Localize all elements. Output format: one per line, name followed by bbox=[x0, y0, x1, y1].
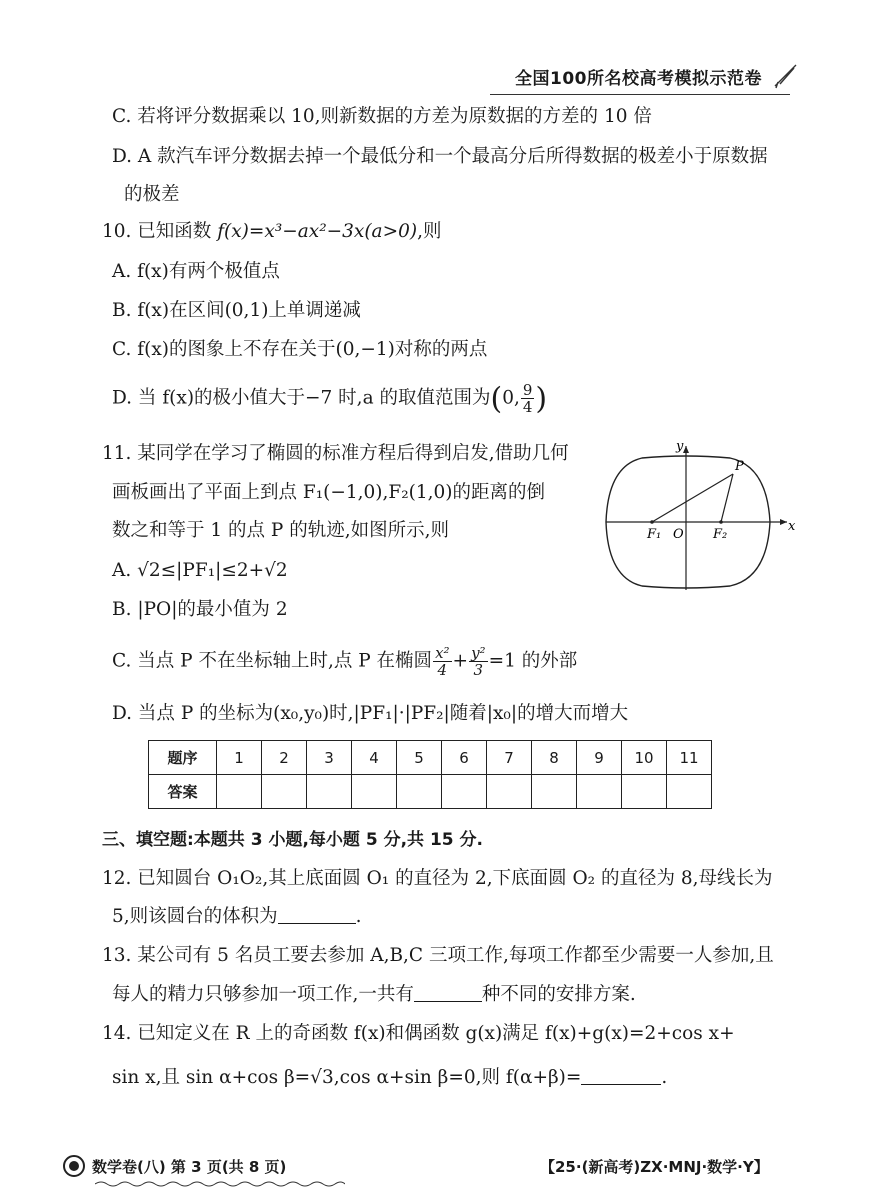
question-number-cell: 6 bbox=[442, 741, 487, 775]
footer-page-info: 数学卷(八) 第 3 页(共 8 页) bbox=[92, 1158, 287, 1176]
q13-line2 bbox=[112, 981, 636, 1009]
q11-ellipse-frac-x: $\frac{\text{x²}}{4}$ bbox=[435, 644, 450, 679]
q11-stem-line1: 11. 某同学在学习了椭圆的标准方程后得到启发,借助几何 bbox=[102, 443, 569, 464]
q10-stem-expression: f(x)=x³−ax²−3x(a>0) bbox=[217, 221, 418, 242]
answer-table bbox=[148, 740, 712, 809]
q11-option-c-prefix: C. 当点 P 不在坐标轴上时,点 P 在椭圆 bbox=[112, 650, 433, 672]
question-number-cell: 10 bbox=[622, 741, 667, 775]
q14-line2 bbox=[112, 1064, 667, 1092]
answer-cell[interactable] bbox=[217, 775, 262, 809]
q10-fraction: $\frac{9}{4}$ bbox=[522, 381, 533, 416]
answer-table-row-numbers bbox=[149, 741, 712, 775]
label-p: P bbox=[735, 459, 744, 474]
q12-line2 bbox=[112, 903, 362, 931]
q10-option-d-text: D. 当 f(x)的极小值大于−7 时,a 的取值范围为 bbox=[112, 387, 491, 409]
q10-stem-suffix: ,则 bbox=[417, 221, 442, 242]
label-y: y bbox=[676, 439, 684, 454]
q11-ellipse-frac-y: $\frac{\text{y²}}{3}$ bbox=[471, 644, 486, 679]
q14-line2-prefix: sin x,且 sin α+cos β=√3,cos α+sin β=0,则 f(α+β)= bbox=[112, 1067, 582, 1088]
q13-line2-suffix: 种不同的安排方案. bbox=[481, 984, 636, 1005]
q14-answer-blank[interactable] bbox=[581, 1064, 661, 1085]
q11-option-c-suffix: =1 的外部 bbox=[488, 650, 578, 672]
section-3-title: 三、填空题:本题共 3 小题,每小题 5 分,共 15 分. bbox=[102, 830, 483, 850]
q11-option-c: C. 当点 P 不在坐标轴上时,点 P 在椭圆 $\frac{\text{x²}}{4}$ + $\frac{\text{y²}}{3}$ =1 的外部 bbox=[112, 644, 578, 679]
q11-option-a: A. √2≤|PF₁|≤2+√2 bbox=[112, 560, 288, 581]
question-number-cell: 2 bbox=[262, 741, 307, 775]
segment-pf2 bbox=[721, 474, 733, 522]
q9-option-d-line1: D. A 款汽车评分数据去掉一个最低分和一个最高分后所得数据的极差小于原数据 bbox=[112, 146, 768, 167]
question-number-cell: 3 bbox=[307, 741, 352, 775]
q12-line2-suffix: . bbox=[355, 906, 362, 927]
school-emblem-icon bbox=[62, 1154, 86, 1178]
q12-line1: 12. 已知圆台 O₁O₂,其上底面圆 O₁ 的直径为 2,下底面圆 O₂ 的直径为 8,母线长为 bbox=[102, 868, 773, 889]
segment-pf1 bbox=[652, 474, 733, 522]
answer-table-row-answers bbox=[149, 775, 712, 809]
x-axis-arrow-icon bbox=[780, 519, 787, 525]
row-header-answer: 答案 bbox=[149, 775, 217, 809]
question-number-cell: 9 bbox=[577, 741, 622, 775]
question-number-cell: 8 bbox=[532, 741, 577, 775]
q13-line1: 13. 某公司有 5 名员工要去参加 A,B,C 三项工作,每项工作都至少需要一人参加,且 bbox=[102, 945, 774, 966]
page-header bbox=[515, 64, 795, 90]
q9-option-c: C. 若将评分数据乘以 10,则新数据的方差为原数据的方差的 10 倍 bbox=[112, 106, 652, 127]
q11-option-d: D. 当点 P 的坐标为(x₀,y₀)时,|PF₁|·|PF₂|随着|x₀|的增大而增大 bbox=[112, 703, 629, 724]
q12-answer-blank[interactable] bbox=[278, 903, 356, 924]
header-divider bbox=[490, 94, 790, 95]
q14-line1: 14. 已知定义在 R 上的奇函数 f(x)和偶函数 g(x)满足 f(x)+g(x)=2+cos x+ bbox=[102, 1023, 735, 1044]
q13-answer-blank[interactable] bbox=[414, 981, 482, 1002]
answer-cell[interactable] bbox=[487, 775, 532, 809]
q10-option-d: D. 当 f(x)的极小值大于−7 时,a 的取值范围为(0, $\frac{9}{4}$ ) bbox=[112, 381, 548, 417]
q13-line2-prefix: 每人的精力只够参加一项工作,一共有 bbox=[112, 984, 414, 1005]
answer-cell[interactable] bbox=[352, 775, 397, 809]
answer-cell[interactable] bbox=[622, 775, 667, 809]
footer-wave-decoration bbox=[95, 1180, 345, 1188]
label-x: x bbox=[788, 519, 796, 534]
q10-stem-prefix: 10. 已知函数 bbox=[102, 221, 218, 242]
question-number-cell: 4 bbox=[352, 741, 397, 775]
label-o: O bbox=[673, 527, 684, 542]
footer-exam-code: 【25·(新高考)ZX·MNJ·数学·Y】 bbox=[540, 1158, 769, 1176]
answer-cell[interactable] bbox=[397, 775, 442, 809]
q10-stem bbox=[102, 218, 441, 246]
q11-stem-line2: 画板画出了平面上到点 F₁(−1,0),F₂(1,0)的距离的倒 bbox=[112, 482, 545, 503]
question-number-cell: 5 bbox=[397, 741, 442, 775]
label-f2: F₂ bbox=[713, 527, 728, 542]
q11-option-b: B. |PO|的最小值为 2 bbox=[112, 599, 288, 620]
question-number-cell: 11 bbox=[667, 741, 712, 775]
y-axis-arrow-icon bbox=[683, 446, 689, 453]
q11-stem-line3: 数之和等于 1 的点 P 的轨迹,如图所示,则 bbox=[112, 520, 450, 541]
question-number-cell: 1 bbox=[217, 741, 262, 775]
label-f1: F₁ bbox=[647, 527, 662, 542]
q9-option-d-line2: 的极差 bbox=[124, 184, 180, 205]
answer-cell[interactable] bbox=[442, 775, 487, 809]
header-title: 全国100所名校高考模拟示范卷 bbox=[515, 69, 762, 89]
q12-line2-prefix: 5,则该圆台的体积为 bbox=[112, 906, 278, 927]
row-header-question-number: 题序 bbox=[149, 741, 217, 775]
answer-cell[interactable] bbox=[667, 775, 712, 809]
answer-cell[interactable] bbox=[262, 775, 307, 809]
question-number-cell: 7 bbox=[487, 741, 532, 775]
q14-line2-suffix: . bbox=[661, 1067, 668, 1088]
quill-logo-icon bbox=[772, 62, 800, 90]
answer-cell[interactable] bbox=[577, 775, 622, 809]
q10-option-a: A. f(x)有两个极值点 bbox=[112, 261, 280, 282]
q10-option-b: B. f(x)在区间(0,1)上单调递减 bbox=[112, 300, 361, 321]
answer-cell[interactable] bbox=[307, 775, 352, 809]
q10-option-c: C. f(x)的图象上不存在关于(0,−1)对称的两点 bbox=[112, 339, 488, 360]
q11-figure bbox=[592, 438, 802, 598]
answer-cell[interactable] bbox=[532, 775, 577, 809]
